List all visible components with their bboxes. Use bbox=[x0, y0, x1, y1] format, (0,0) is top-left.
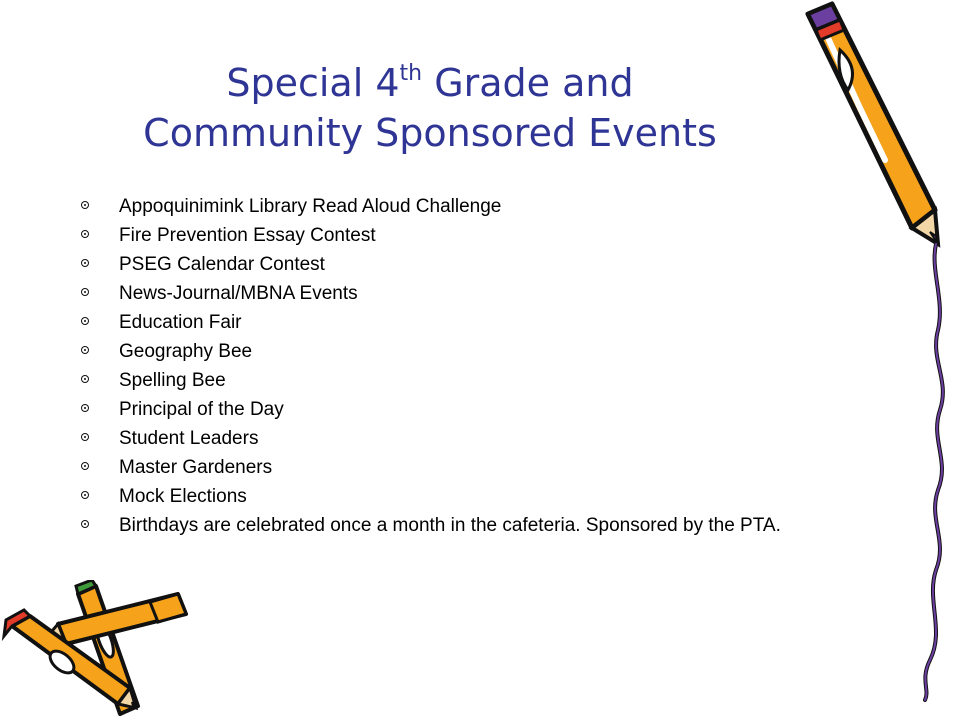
slide-title bbox=[60, 58, 800, 158]
list-item: Geography Bee bbox=[80, 341, 870, 362]
list-item: Principal of the Day bbox=[80, 399, 870, 420]
bullet-icon bbox=[81, 259, 89, 267]
list-item: Mock Elections bbox=[80, 486, 870, 507]
pencil-clipart-icon bbox=[780, 0, 960, 720]
bullet-icon bbox=[81, 404, 89, 412]
list-item: News-Journal/MBNA Events bbox=[80, 283, 870, 304]
list-item: Education Fair bbox=[80, 312, 870, 333]
list-item: Fire Prevention Essay Contest bbox=[80, 225, 870, 246]
bullet-icon bbox=[81, 462, 89, 470]
pencils-clipart-icon bbox=[0, 580, 200, 720]
list-item: Student Leaders bbox=[80, 428, 870, 449]
list-item: Master Gardeners bbox=[80, 457, 870, 478]
bullet-icon bbox=[81, 288, 89, 296]
bullet-icon bbox=[81, 230, 89, 238]
bullet-icon bbox=[81, 375, 89, 383]
bullet-icon bbox=[81, 201, 89, 209]
list-item: Birthdays are celebrated once a month in the cafeteria. Sponsored by the PTA. bbox=[80, 515, 870, 536]
bullet-icon bbox=[81, 317, 89, 325]
title-superscript: th bbox=[399, 61, 423, 86]
title-line1-post: Grade and bbox=[422, 61, 634, 105]
bullet-icon bbox=[81, 491, 89, 499]
bullet-icon bbox=[81, 346, 89, 354]
bullet-icon bbox=[81, 520, 89, 528]
list-item: PSEG Calendar Contest bbox=[80, 254, 870, 275]
list-item: Appoquinimink Library Read Aloud Challenge bbox=[80, 196, 870, 217]
event-list bbox=[80, 196, 870, 544]
list-item: Spelling Bee bbox=[80, 370, 870, 391]
title-line1-pre: Special 4 bbox=[226, 61, 400, 105]
title-line2: Community Sponsored Events bbox=[143, 111, 717, 155]
bullet-icon bbox=[81, 433, 89, 441]
